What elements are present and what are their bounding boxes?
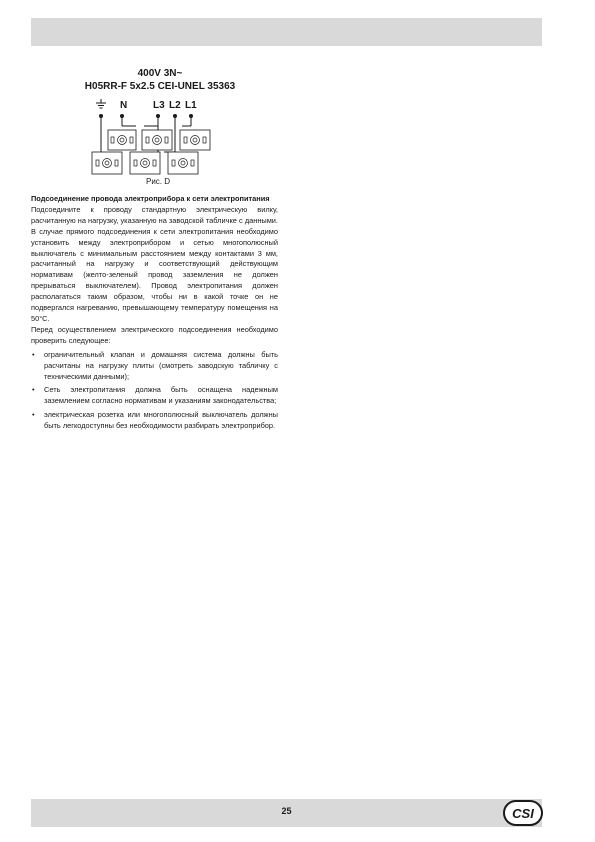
bullet-icon: • [32, 385, 35, 395]
terminal-label-n: N [120, 100, 128, 111]
terminal-label-l2: L2 [169, 100, 181, 111]
logo-text: CSI [512, 806, 534, 821]
cable-spec-label: H05RR-F 5x2.5 CEI-UNEL 35363 [84, 81, 236, 92]
voltage-label: 400V 3N~ [137, 68, 183, 79]
header-bar [31, 18, 542, 46]
list-item-text: электрическая розетка или многополюсный выключатель должны быть легкодоступны без необходимости разбирать электроприбор. [44, 410, 278, 431]
csi-logo [503, 800, 543, 826]
figure-caption: Рис. D [146, 177, 171, 186]
list-item-text: ограничительный клапан и домашняя система должны быть расчитаны на нагрузку плиты (смотреть заводскую табличку с техническими данными); [44, 349, 278, 381]
terminal-label-l3: L3 [153, 100, 165, 111]
bullet-icon: • [32, 410, 35, 420]
list-item-text: Сеть электропитания должна быть оснащена надежным заземлением согласно нормативам и указаниям законодательства; [44, 385, 278, 406]
terminal-block-diagram [60, 66, 280, 178]
list-item [31, 385, 278, 407]
terminal-label-l1: L1 [185, 100, 197, 111]
connection-section [31, 194, 278, 432]
footer-bar [31, 799, 542, 827]
section-title: Подсоединение провода электроприбора к сети электропитания [31, 194, 270, 203]
page-number: 25 [281, 806, 292, 816]
intro-paragraph: Перед осуществлением электрического подсоединения необходимо проверить следующее: [31, 324, 278, 345]
bullet-icon: • [32, 349, 35, 359]
wiring-diagram [60, 66, 280, 196]
body-paragraph: Подсоедините к проводу стандартную электрическую вилку, расчитанную на нагрузку, указанную на заводской табличке с данными. В случае прямого подсоединения к сети электропитания необходимо установить между электроприбором и сетью многополюсный выключатель с минимальным расстоянием между контактами 3 мм, расчитанный на нагрузку и соответствующий действующим нормативам (желто-зеленый провод заземления не должен прерываться выключателем). Провод электропитания должен располагаться таким образом, чтобы ни в какой точке он не подвергался нагреванию, превышающему температуру помещения на 50°С. [31, 204, 278, 323]
list-item [31, 410, 278, 432]
requirements-list [31, 350, 278, 432]
list-item [31, 350, 278, 383]
